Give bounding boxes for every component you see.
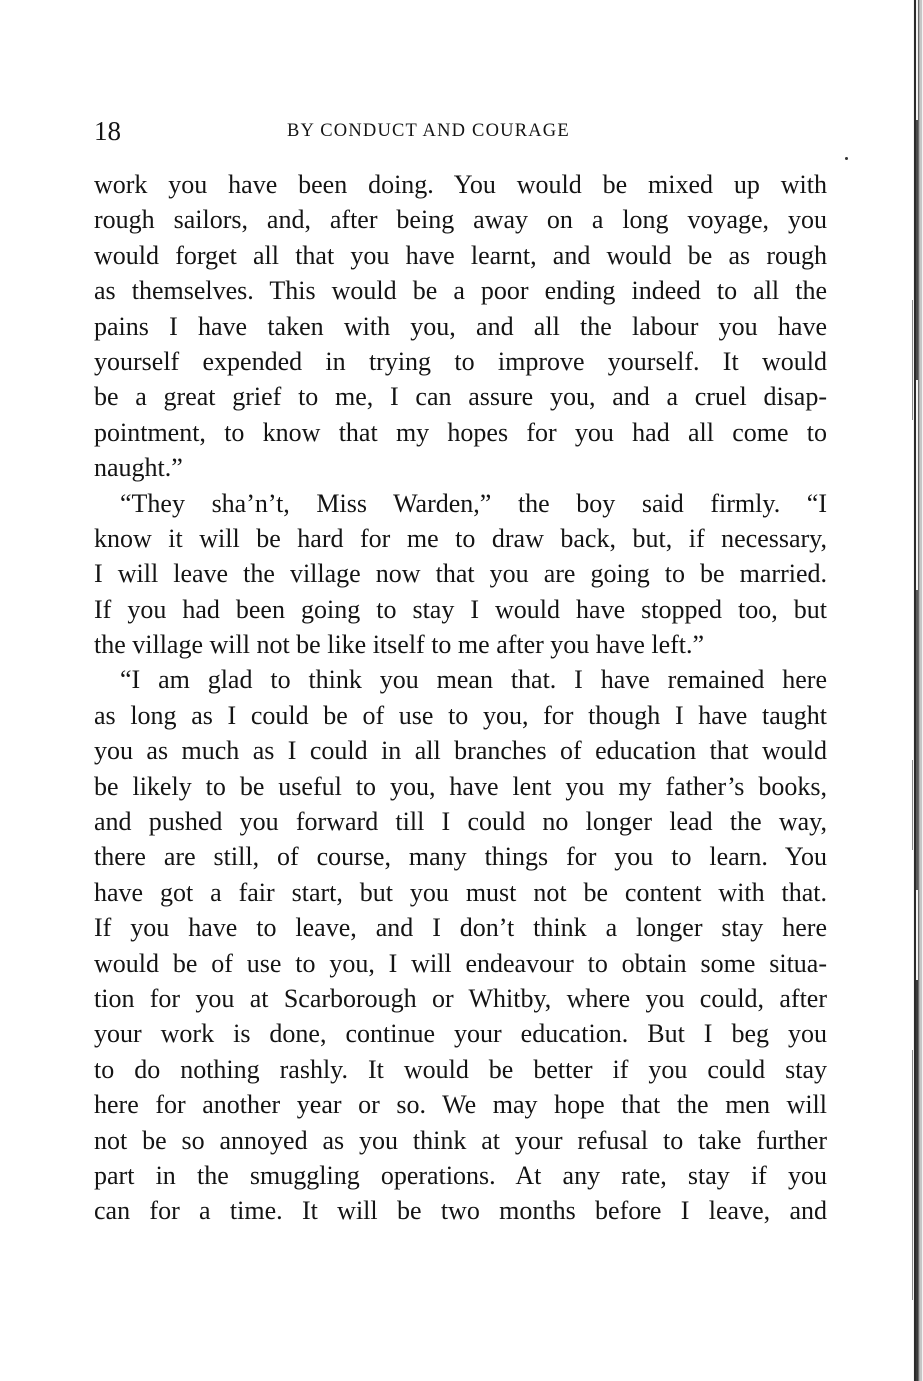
text-line: can for a time. It will be two months before I leave, and xyxy=(94,1196,827,1226)
text-line: to do nothing rashly. It would be better if you could stay xyxy=(94,1054,827,1084)
running-head: BY CONDUCT AND COURAGE xyxy=(287,121,570,141)
body-text xyxy=(94,167,827,1229)
text-line: be a great grief to me, I can assure you, and a cruel disap- xyxy=(94,382,827,412)
text-line: as themselves. This would be a poor ending indeed to all the xyxy=(94,276,827,306)
text-line: pains I have taken with you, and all the labour you have xyxy=(94,311,827,341)
ink-speck xyxy=(845,157,848,160)
text-line: part in the smuggling operations. At any rate, stay if you xyxy=(94,1160,827,1190)
text-line: work you have been doing. You would be mixed up with xyxy=(94,170,827,199)
text-line: here for another year or so. We may hope that the men will xyxy=(94,1090,827,1120)
text-line: would forget all that you have learnt, and would be as rough xyxy=(94,240,827,270)
text-line: not be so annoyed as you think at your refusal to take further xyxy=(94,1125,827,1155)
page-edge-shadow xyxy=(900,0,923,1381)
text-line: be likely to be useful to you, have lent you my father’s books, xyxy=(94,771,827,801)
text-line: “I am glad to think you mean that. I have remained here xyxy=(120,665,827,695)
page-number: 18 xyxy=(94,116,121,146)
text-line: tion for you at Scarborough or Whitby, where you could, after xyxy=(94,983,827,1013)
text-line: would be of use to you, I will endeavour to obtain some situa- xyxy=(94,948,827,978)
text-line: have got a fair start, but you must not be content with that. xyxy=(94,877,827,907)
text-line: as long as I could be of use to you, for though I have taught xyxy=(94,700,827,730)
text-line: If you have to leave, and I don’t think a longer stay here xyxy=(94,913,827,943)
text-line: yourself expended in trying to improve yourself. It would xyxy=(94,346,827,376)
text-line: pointment, to know that my hopes for you had all come to xyxy=(94,417,827,447)
text-line: naught.” xyxy=(94,453,183,483)
text-line: If you had been going to stay I would have stopped too, but xyxy=(94,594,827,624)
text-line: I will leave the village now that you are going to be married. xyxy=(94,559,827,589)
text-line: the village will not be like itself to me after you have left.” xyxy=(94,630,705,660)
text-line: rough sailors, and, after being away on a long voyage, you xyxy=(94,205,827,235)
text-line: your work is done, continue your education. But I beg you xyxy=(94,1019,827,1049)
text-line: know it will be hard for me to draw back, but, if necessary, xyxy=(94,523,827,553)
text-line: you as much as I could in all branches of education that would xyxy=(94,736,827,766)
text-line: and pushed you forward till I could no longer lead the way, xyxy=(94,807,827,837)
text-line: “They sha’n’t, Miss Warden,” the boy said firmly. “I xyxy=(120,488,827,518)
text-line: there are still, of course, many things for you to learn. You xyxy=(94,842,827,872)
